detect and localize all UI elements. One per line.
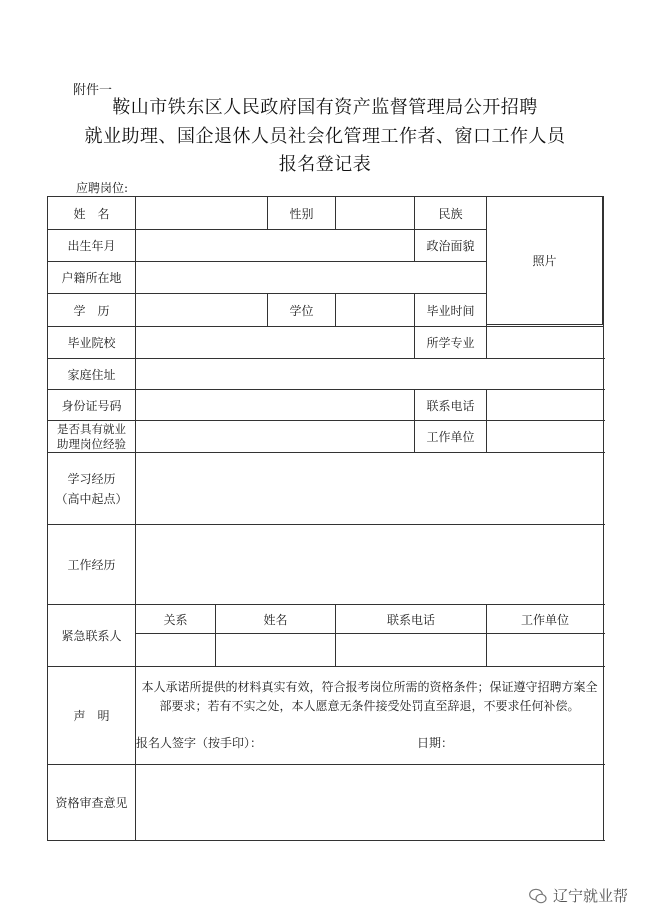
photo-box[interactable] — [486, 196, 603, 325]
school-field[interactable] — [136, 327, 415, 359]
phone-field[interactable] — [487, 390, 604, 421]
review-field[interactable] — [136, 765, 604, 841]
education-label: 学 历 — [48, 294, 136, 327]
wechat-icon — [529, 888, 547, 904]
experience-q1: 是否具有就业 — [57, 421, 126, 436]
emergency-col-name: 姓名 — [216, 605, 336, 634]
watermark — [529, 885, 628, 906]
emergency-name-field[interactable] — [216, 634, 336, 667]
hukou-label: 户籍所在地 — [48, 262, 136, 294]
title-line-1: 鞍山市铁东区人民政府国有资产监督管理局公开招聘 — [112, 97, 538, 118]
attachment-label: 附件一 — [73, 83, 113, 98]
id-number-label: 身份证号码 — [48, 390, 136, 421]
study-history-label — [48, 453, 136, 525]
degree-field[interactable] — [336, 294, 415, 327]
ethnicity-label: 民族 — [415, 197, 487, 230]
school-label: 毕业院校 — [48, 327, 136, 359]
phone-label: 联系电话 — [415, 390, 487, 421]
birth-label: 出生年月 — [48, 230, 136, 262]
emergency-col-unit: 工作单位 — [487, 605, 604, 634]
emergency-col-relation: 关系 — [136, 605, 216, 634]
emergency-phone-field[interactable] — [336, 634, 487, 667]
address-label: 家庭住址 — [48, 359, 136, 390]
name-field[interactable] — [136, 197, 268, 230]
emergency-contact-label: 紧急联系人 — [48, 605, 136, 667]
experience-question — [48, 421, 136, 453]
experience-field[interactable] — [136, 421, 415, 453]
work-unit-label: 工作单位 — [415, 421, 487, 453]
id-number-field[interactable] — [136, 390, 415, 421]
major-field[interactable] — [487, 327, 604, 359]
work-unit-field[interactable] — [487, 421, 604, 453]
study-history-line2: （高中起点） — [55, 491, 128, 506]
watermark-text: 辽宁就业帮 — [552, 887, 628, 905]
declaration-cell — [136, 667, 604, 765]
major-label: 所学专业 — [415, 327, 487, 359]
date-label: 日期： — [416, 736, 453, 750]
study-history-line1: 学习经历 — [67, 471, 116, 486]
emergency-unit-field[interactable] — [487, 634, 604, 667]
review-label: 资格审查意见 — [48, 765, 136, 841]
declaration-text: 本人承诺所提供的材料真实有效，符合报考岗位所需的资格条件；保证遵守招聘方案全部要求；若有不实之处，本人愿意无条件接受处罚直至辞退，不要求任何补偿。 — [141, 680, 598, 713]
emergency-relation-field[interactable] — [136, 634, 216, 667]
gender-label: 性别 — [268, 197, 336, 230]
education-field[interactable] — [136, 294, 268, 327]
experience-q2: 助理岗位经验 — [57, 436, 126, 451]
grad-time-label: 毕业时间 — [415, 294, 487, 327]
address-field[interactable] — [136, 359, 604, 390]
degree-label: 学位 — [268, 294, 336, 327]
politics-label: 政治面貌 — [415, 230, 487, 262]
gender-field[interactable] — [336, 197, 415, 230]
title-line-2: 就业助理、国企退休人员社会化管理工作者、窗口工作人员 — [84, 126, 566, 147]
work-history-label: 工作经历 — [48, 525, 136, 605]
emergency-col-phone: 联系电话 — [336, 605, 487, 634]
study-history-field[interactable] — [136, 453, 604, 525]
birth-field[interactable] — [136, 230, 415, 262]
declaration-label: 声 明 — [48, 667, 136, 765]
work-history-field[interactable] — [136, 525, 604, 605]
form-title: 报名登记表 — [278, 154, 372, 175]
applied-post-label: 应聘岗位: — [76, 181, 129, 195]
signature-label: 报名人签字（按手印）： — [136, 736, 263, 750]
name-label: 姓 名 — [48, 197, 136, 230]
photo-label: 照片 — [532, 254, 557, 268]
